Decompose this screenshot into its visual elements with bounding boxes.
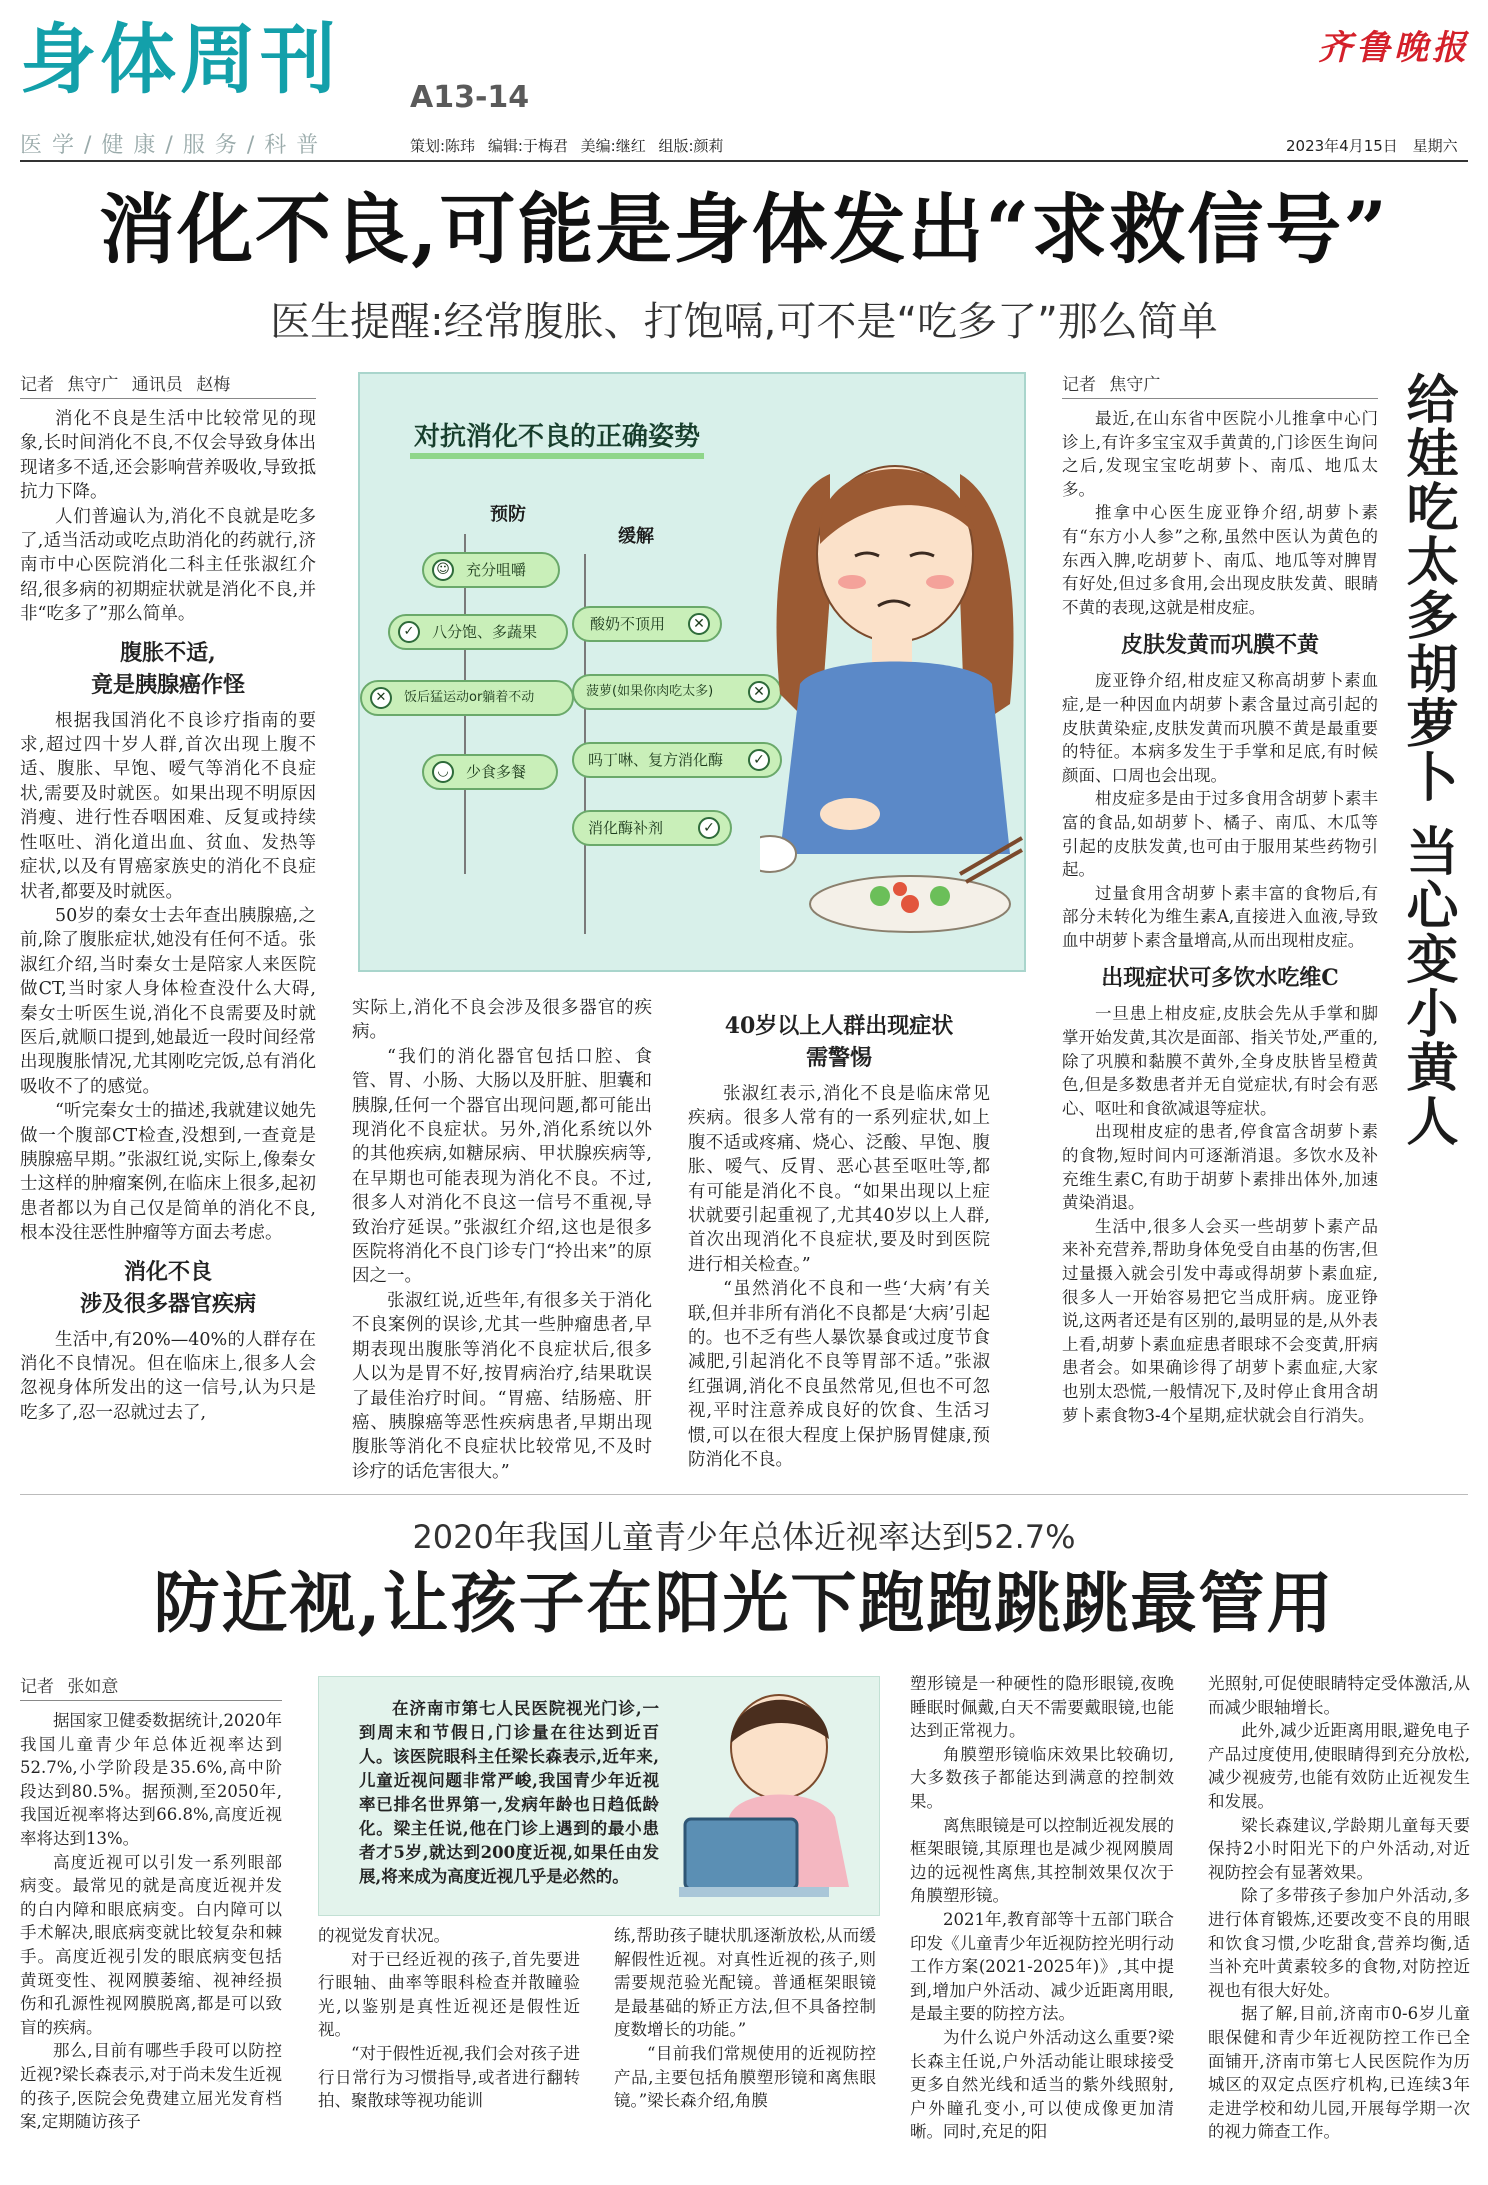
article1-col1	[20, 370, 316, 1425]
prevent-item-chew: ☺ 充分咀嚼	[422, 552, 560, 588]
woman-illustration	[760, 434, 1026, 970]
article3-title: 防近视,让孩子在阳光下跑跑跳跳最管用	[153, 1564, 1335, 1642]
issue-date: 2023年4月15日 星期六	[1286, 137, 1458, 155]
paragraph: 2021年,教育部等十五部门联合印发《儿童青少年近视防控光明行动工作方案(2021-2025年)》,其中提到,增加户外活动、减少近距离用眼,是最主要的防控方法。	[910, 1909, 1174, 2024]
paragraph: 除了多带孩子参加户外活动,多进行体育锻炼,还要改变不良的用眼和饮食习惯,少吃甜食,营养均衡,适当补充叶黄素较多的食物,对防控近视也有很大好处。	[1208, 1886, 1470, 2000]
paragraph: “虽然消化不良和一些‘大病’有关联,但并非所有消化不良都是‘大病’引起的。也不乏有些人暴饮暴食或过度节食减肥,引起消化不良等胃部不适。”张淑红强调,消化不良虽然常见,但也不可忽视,平时注意养成良好的饮食、生活习惯,可以在很大程度上保护肠胃健康,预防消化不良。	[688, 1279, 990, 1471]
article3-col4	[910, 1672, 1174, 2144]
paragraph: 据国家卫健委数据统计,2020年我国儿童青少年总体近视率达到52.7%,小学阶段是35.6%,高中阶段达到80.5%。据预测,至2050年,我国近视率将达到66.8%,高度近视率将达到13%。	[20, 1711, 282, 1848]
paragraph: 光照射,可促使眼睛特定受体激活,从而减少眼轴增长。	[1208, 1674, 1470, 1717]
paragraph: 出现柑皮症的患者,停食富含胡萝卜素的食物,短时间内可逐渐消退。多饮水及补充维生素C,有助于胡萝卜素排出体外,加速黄染消退。	[1062, 1122, 1378, 1213]
article3-col5	[1208, 1672, 1470, 2144]
paragraph: 过量食用含胡萝卜素丰富的食物后,有部分未转化为维生素A,直接进入血液,导致血中胡萝卜素含量增高,从而出现柑皮症。	[1062, 883, 1378, 950]
byline: 记者 焦守广	[1062, 370, 1378, 399]
subheading: 皮肤发黄而巩膜不黄	[1120, 632, 1319, 659]
article1-col3	[688, 1010, 990, 1473]
cross-mark-icon: ✕	[748, 681, 770, 703]
paragraph: 张淑红说,近些年,有很多关于消化不良案例的误诊,尤其一些肿瘤患者,早期表现出腹胀等消化不良症状后,很多人以为是胃不好,按胃病治疗,结果耽误了最佳治疗时间。“胃癌、结肠癌、肝癌、胰腺癌等恶性疾病患者,早期出现腹胀等消化不良症状比较常见,不及时诊疗的话危害很大。”	[352, 1290, 652, 1482]
paragraph: 的视觉发育状况。	[318, 1926, 450, 1945]
paragraph: 梁长森建议,学龄期儿童每天要保持2小时阳光下的户外活动,对近视防控会有显著效果。	[1208, 1815, 1470, 1882]
paragraph: 练,帮助孩子睫状肌逐渐放松,从而缓解假性近视。对真性近视的孩子,则需要规范验光配镜。普通框架眼镜是最基础的矫正方法,但不具备控制度数增长的功能。”	[614, 1926, 876, 2040]
relieve-label: 缓解	[618, 526, 654, 547]
main-headline: 消化不良,可能是身体发出“求救信号”	[99, 185, 1389, 274]
paragraph: “我们的消化器官包括口腔、食管、胃、小肠、大肠以及肝脏、胆囊和胰腺,任何一个器官出现问题,都可能出现消化不良症状。另外,消化系统以外的其他疾病,如糖尿病、甲状腺疾病等,在早期也可能表现为消化不良。不过,很多人对消化不良这一信号不重视,导致治疗延误。”张淑红介绍,这也是很多医院将消化不良门诊专门“拎出来”的原因之一。	[352, 1046, 652, 1287]
paragraph: 人们普遍认为,消化不良就是吃多了,适当活动或吃点助消化的药就行,济南市中心医院消化二科主任张淑红介绍,很多病的初期症状就是消化不良,并非“吃多了”那么简单。	[20, 506, 316, 625]
page-code: A13-14	[410, 80, 530, 115]
newspaper-logo: 齐鲁晚报	[1318, 28, 1470, 68]
article2-body	[1062, 407, 1378, 1427]
paragraph: 此外,减少近距离用眼,避免电子产品过度使用,使眼睛得到充分放松,减少视疲劳,也能有效防止近视发生和发展。	[1208, 1721, 1470, 1811]
paragraph: 庞亚铮介绍,柑皮症又称高胡萝卜素血症,是一种因血内胡萝卜素含量过高引起的皮肤黄染症,皮肤发黄而巩膜不黄是最重要的特征。本病多发生于手掌和足底,有时候颜面、口周也会出现。	[1062, 671, 1378, 785]
prevent-item-small-meals: ◡ 少食多餐	[422, 754, 558, 790]
byline: 记者 焦守广 通讯员 赵梅	[20, 370, 316, 399]
child-laptop-illustration	[679, 1687, 875, 1911]
staff-credits: 策划:陈玮 编辑:于梅君 美编:继红 组版:颜莉	[410, 137, 724, 155]
section-divider	[20, 1494, 1468, 1495]
prevent-label: 预防	[490, 504, 526, 525]
relieve-item-enzyme: 消化酶补剂 ✓	[572, 810, 732, 846]
article3-col1	[20, 1672, 282, 2134]
check-mark-icon: ✓	[698, 817, 720, 839]
section-title: 身体周刊	[20, 15, 340, 104]
prevent-item-exercise: ✕ 饭后猛运动or躺着不动	[360, 680, 574, 716]
paragraph: 那么,目前有哪些手段可以防控近视?梁长森表示,对于尚未发生近视的孩子,医院会免费建立屈光发育档案,定期随访孩子	[20, 2041, 282, 2132]
paragraph: 据了解,目前,济南市0-6岁儿童眼保健和青少年近视防控工作已全面铺开,济南市第七人民医院作为历城区的双定点医疗机构,已连续3年走进学校和幼儿园,开展每学期一次的视力筛查工作。	[1208, 2004, 1470, 2142]
paragraph: 生活中,有20%—40%的人群存在消化不良情况。但在临床上,很多人会忽视身体所发出的这一信号,认为只是吃多了,忍一忍就过去了,	[20, 1329, 316, 1423]
infographic-title: 对抗消化不良的正确姿势	[410, 416, 704, 459]
paragraph: 离焦眼镜是可以控制近视发展的框架眼镜,其原理也是减少视网膜周边的远视性离焦,其控制效果仅次于角膜塑形镜。	[910, 1815, 1174, 1906]
x-icon: ✕	[370, 687, 392, 709]
relieve-item-domperidone: 吗丁啉、复方消化酶 ✓	[572, 742, 782, 778]
relieve-item-pineapple: 菠萝(如果你肉吃太多) ✕	[572, 674, 782, 710]
main-subheadline: 医生提醒:经常腹胀、打饱嗝,可不是“吃多了”那么简单	[270, 299, 1218, 345]
tooth-icon: ◡	[432, 761, 454, 783]
paragraph: 角膜塑形镜临床效果比较确切,大多数孩子都能达到满意的控制效果。	[910, 1744, 1174, 1811]
paragraph: 根据我国消化不良诊疗指南的要求,超过四十岁人群,首次出现上腹不适、腹胀、早饱、嗳气等消化不良症状,需要及时就医。如果出现不明原因消瘦、进行性吞咽困难、反复或持续性呕吐、消化道出血、贫血、发热等症状,以及有胃癌家族史的消化不良症状者,都要及时就医。	[20, 710, 316, 902]
article3-subtitle: 2020年我国儿童青少年总体近视率达到52.7%	[412, 1518, 1076, 1556]
paragraph: 高度近视可以引发一系列眼部病变。最常见的就是高度近视并发的白内障和眼底病变。白内障可以手术解决,眼底病变就比较复杂和棘手。高度近视引发的眼底病变包括黄斑变性、视网膜萎缩、视神经损伤和孔源性视网膜脱离,都是可以致盲的疾病。	[20, 1852, 282, 2037]
paragraph: 一旦患上柑皮症,皮肤会先从手掌和脚掌开始发黄,其次是面部、指关节处,严重的,除了巩膜和黏膜不黄外,全身皮肤皆呈橙黄色,但是多数患者并无自觉症状,有时会有恶心、呕吐和食欲减退等症状。	[1062, 1004, 1378, 1118]
subheading: 消化不良 涉及很多器官疾病	[79, 1258, 256, 1317]
check-icon: ✓	[398, 621, 420, 643]
article3-col3	[614, 1924, 876, 2113]
paragraph: 为什么说户外活动这么重要?梁长森主任说,户外活动能让眼球接受更多自然光线和适当的紫外线照射,户外瞳孔变小,可以使成像更加清晰。同时,充足的阳	[910, 2027, 1174, 2142]
paragraph: 实际上,消化不良会涉及很多器官的疾病。	[352, 998, 652, 1043]
paragraph: 最近,在山东省中医院小儿推拿中心门诊上,有许多宝宝双手黄黄的,门诊医生询问之后,发现宝宝吃胡萝卜、南瓜、地瓜太多。	[1062, 409, 1378, 499]
article1-col2	[352, 996, 652, 1484]
infographic	[358, 372, 1026, 972]
paragraph: 消化不良是生活中比较常见的现象,长时间消化不良,不仅会导致身体出现诸多不适,还会影响营养吸收,导致抵抗力下降。	[20, 409, 316, 503]
paragraph: “目前我们常规使用的近视防控产品,主要包括角膜塑形镜和离焦眼镜。”梁长森介绍,角膜	[614, 2043, 876, 2111]
paragraph: “对于假性近视,我们会对孩子进行日常行为习惯指导,或者进行翻转拍、聚散球等视功能训	[318, 2043, 580, 2111]
article3-col1-body	[20, 1709, 282, 2134]
paragraph: “听完秦女士的描述,我就建议她先做一个腹部CT检查,没想到,一查竟是胰腺癌早期。”张淑红说,实际上,像秦女士这样的肿瘤案例,在临床上很多,起初患者都以为自己仅是简单的消化不良,根本没往恶性肿瘤等方面去考虑。	[20, 1101, 316, 1244]
subheading: 腹胀不适, 竟是胰腺癌作怪	[90, 639, 245, 698]
byline: 记者 张如意	[20, 1672, 282, 1701]
paragraph: 50岁的秦女士去年查出胰腺癌,之前,除了腹胀症状,她没有任何不适。张淑红介绍,当时秦女士是陪家人来医院做CT,当时家人身体检查没什么大碍,秦女士听医生说,消化不良需要及时就医后,就顺口提到,她最近一段时间经常出现腹胀情况,尤其刚吃完饭,总有消化吸收不了的感觉。	[20, 905, 316, 1097]
paragraph: 塑形镜是一种硬性的隐形眼镜,夜晚睡眠时佩戴,白天不需要戴眼镜,也能达到正常视力。	[910, 1674, 1174, 1741]
subheading: 出现症状可多饮水吃维C	[1101, 965, 1339, 992]
article1-col1-body	[20, 407, 316, 1425]
cross-mark-icon: ✕	[688, 613, 710, 635]
paragraph: 生活中,很多人会买一些胡萝卜素产品来补充营养,帮助身体免受自由基的伤害,但过量摄入就会引发中毒或得胡萝卜素血症,很多人一开始容易把它当成肝病。庞亚铮说,这两者还是有区别的,最明显的是,从外表上看,胡萝卜素血症患者眼球不会变黄,肝病患者会。如果确诊得了胡萝卜素血症,大家也别太恐慌,一般情况下,及时停止食用含胡萝卜素食物3-4个星期,症状就会自行消失。	[1062, 1216, 1378, 1425]
masthead-rule	[20, 160, 1468, 162]
paragraph: 推拿中心医生庞亚铮介绍,胡萝卜素有“东方小人参”之称,虽然中医认为黄色的东西入脾,吃胡萝卜、南瓜、地瓜等对脾胃有好处,但过多食用,会出现皮肤发黄、眼睛不黄的表现,这就是柑皮症。	[1062, 503, 1378, 617]
check-mark-icon: ✓	[748, 749, 770, 771]
prevent-item-eighty: ✓ 八分饱、多蔬果	[388, 614, 568, 650]
paragraph: 张淑红表示,消化不良是临床常见疾病。很多人常有的一系列症状,如上腹不适或疼痛、烧心、泛酸、早饱、腹胀、嗳气、反胃、恶心甚至呕吐等,都有可能是消化不良。“如果出现以上症状就要引起重视了,尤其40岁以上人群,首次出现消化不良症状,要及时到医院进行相关检查。”	[688, 1084, 990, 1275]
smile-icon: ☺	[432, 559, 454, 581]
paragraph: 柑皮症多是由于过多食用含胡萝卜素丰富的食品,如胡萝卜、橘子、南瓜、木瓜等引起的皮肤发黄,也可由于服用某些药物引起。	[1062, 789, 1378, 880]
relieve-item-yogurt: 酸奶不顶用 ✕	[572, 606, 722, 642]
article2-title: 给娃吃太多胡萝卜 当心变小黄人	[1397, 372, 1457, 1149]
tagline: 医学/健康/服务/科普	[20, 133, 329, 158]
subheading: 40岁以上人群出现症状 需警惕	[724, 1013, 954, 1071]
article2-col	[1062, 370, 1378, 1427]
article3-col2	[318, 1924, 580, 2113]
lead-text: 在济南市第七人民医院视光门诊,一到周末和节假日,门诊量在往达到近百人。该医院眼科主任梁长森表示,近年来,儿童近视问题非常严峻,我国青少年近视率已排名世界第一,发病年龄也日趋低龄化。梁主任说,他在门诊上遇到的最小患者才5岁,就达到200度近视,如果任由发展,将来成为高度近视几乎是必然的。	[359, 1699, 659, 1886]
article3-lead-box	[318, 1676, 880, 1916]
paragraph: 对于已经近视的孩子,首先要进行眼轴、曲率等眼科检查并散瞳验光,以鉴别是真性近视还是假性近视。	[318, 1949, 580, 2040]
